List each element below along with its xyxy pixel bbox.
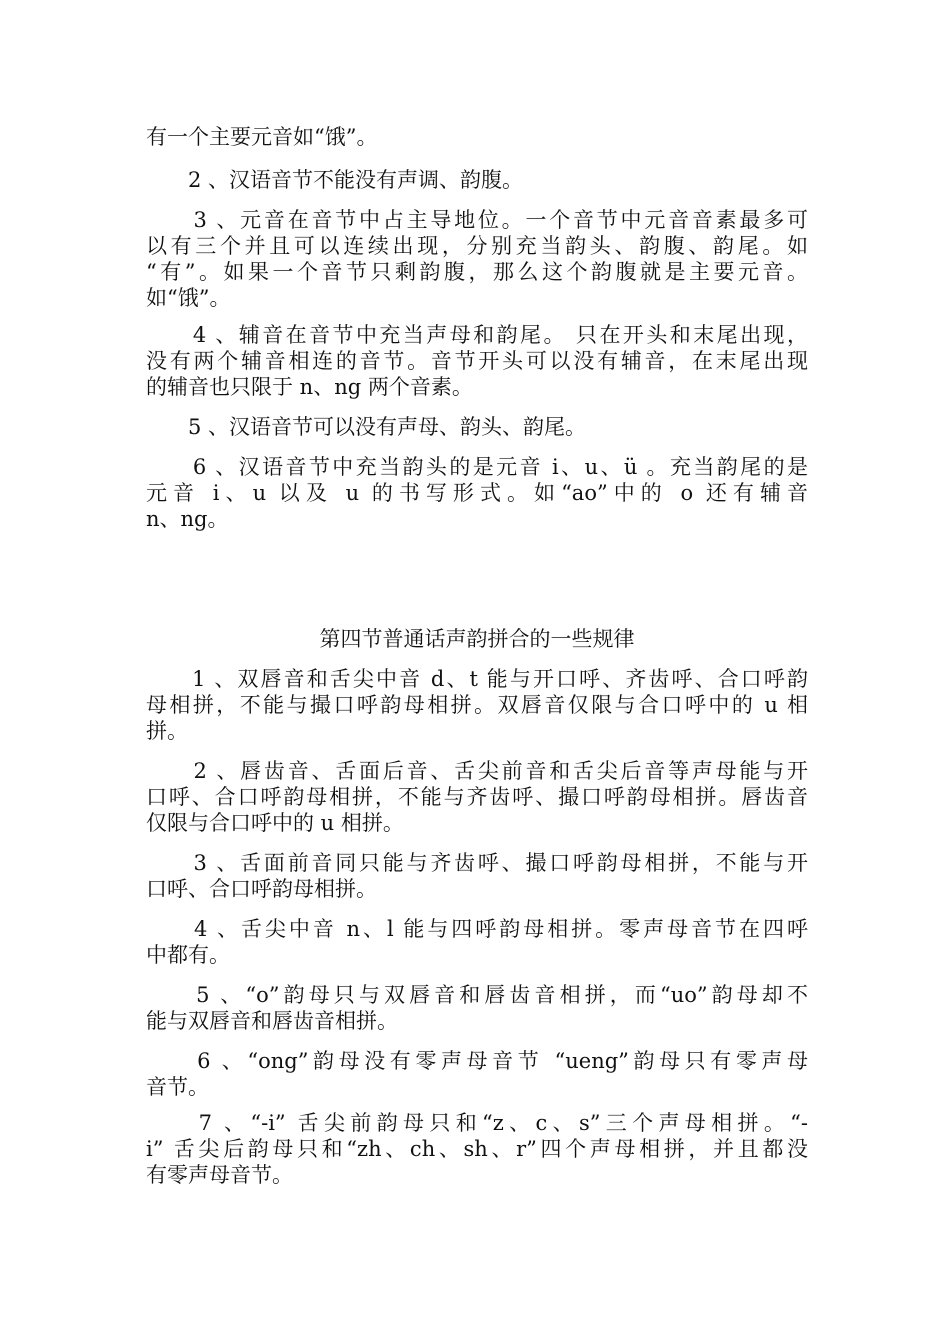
text-line: 仅限与合口呼中的 u 相拼。 [146,811,404,835]
text-line: 如“饿”。 [146,286,231,310]
text-line: 没有两个辅音相连的音节。音节开头可以没有辅音，在末尾出现 [146,349,808,373]
text-line: 7 、“-i” 舌尖前韵母只和“z、c、s”三个声母相拼。“- [146,1111,808,1135]
text-line: 母相拼，不能与撮口呼韵母相拼。双唇音仅限与合口呼中的 u 相 [146,693,808,717]
text-line: 音节。 [146,1075,209,1099]
text-line: 以有三个并且可以连续出现，分别充当韵头、韵腹、韵尾。如 [146,234,808,258]
text-line: 5 、“o”韵母只与双唇音和唇齿音相拼，而“uo”韵母却不 [146,983,808,1007]
text-line: 中都有。 [146,943,230,967]
text-line: 5 、汉语音节可以没有声母、韵头、韵尾。 [146,415,587,439]
text-line: i” 舌尖后韵母只和“zh、ch、sh、r”四个声母相拼，并且都没 [146,1137,808,1161]
text-line: 元音 i、u 以及 u 的书写形式。如“ao”中的 o 还有辅音 [146,481,808,505]
section-heading: 第四节普通话声韵拼合的一些规律 [319,627,635,651]
text-line: 1 、双唇音和舌尖中音 d、t 能与开口呼、齐齿呼、合口呼韵 [146,667,808,691]
text-line: 口呼、合口呼韵母相拼，不能与齐齿呼、撮口呼韵母相拼。唇齿音 [146,785,808,809]
text-line: 拼。 [146,719,188,743]
text-line: 2 、唇齿音、舌面后音、舌尖前音和舌尖后音等声母能与开 [146,759,808,783]
text-line: “有”。如果一个音节只剩韵腹，那么这个韵腹就是主要元音。 [146,260,808,284]
text-line: 6 、“ong”韵母没有零声母音节 “ueng”韵母只有零声母 [146,1049,808,1073]
text-line: 3 、舌面前音同只能与齐齿呼、撮口呼韵母相拼，不能与开 [146,851,808,875]
text-line: 能与双唇音和唇齿音相拼。 [146,1009,398,1033]
text-line: 4 、辅音在音节中充当声母和韵尾。 只在开头和末尾出现， [146,323,808,347]
text-line: 有零声母音节。 [146,1163,293,1187]
text-line: 有一个主要元音如“饿”。 [146,125,378,149]
text-line: 6 、汉语音节中充当韵头的是元音 i、u、ü 。充当韵尾的是 [146,455,808,479]
text-line: 2 、汉语音节不能没有声调、韵腹。 [146,168,524,192]
text-line: n、ng。 [146,507,229,531]
text-line: 4 、舌尖中音 n、l 能与四呼韵母相拼。零声母音节在四呼 [146,917,808,941]
text-line: 口呼、合口呼韵母相拼。 [146,877,377,901]
text-line: 3 、元音在音节中占主导地位。一个音节中元音音素最多可 [146,208,808,232]
text-line: 的辅音也只限于 n、ng 两个音素。 [146,375,473,399]
